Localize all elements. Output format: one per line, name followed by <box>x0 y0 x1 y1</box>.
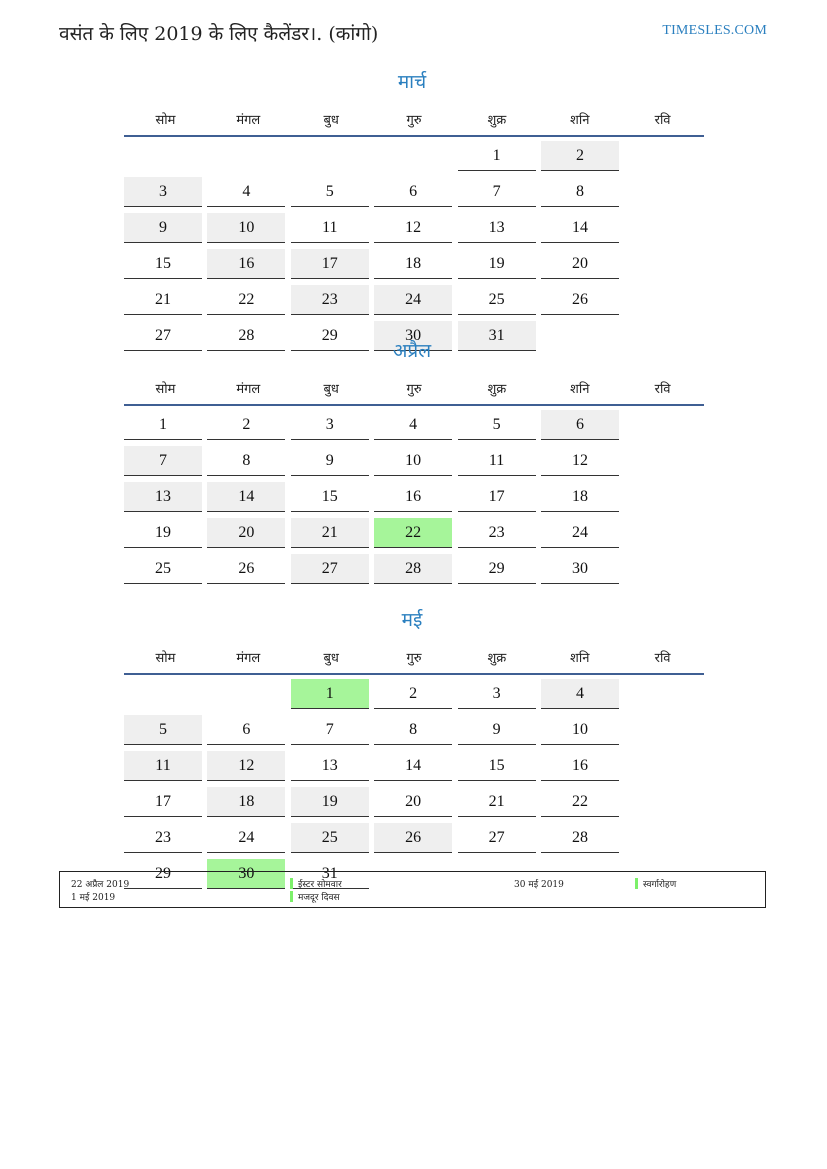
day-cell[interactable]: 23 <box>124 823 202 853</box>
day-cell[interactable]: 23 <box>291 285 369 315</box>
day-cell[interactable]: 2 <box>374 679 452 709</box>
day-cell[interactable]: 11 <box>124 751 202 781</box>
day-cell[interactable]: 22 <box>541 787 619 817</box>
day-cell[interactable]: 19 <box>458 249 536 279</box>
day-cell[interactable]: 5 <box>458 410 536 440</box>
weekday-label: शनि <box>570 113 590 128</box>
weekday-label: बुध <box>323 382 339 397</box>
day-cell[interactable]: 1 <box>458 141 536 171</box>
day-cell[interactable]: 5 <box>291 177 369 207</box>
day-cell[interactable]: 11 <box>458 446 536 476</box>
day-cell[interactable]: 16 <box>374 482 452 512</box>
day-cell[interactable]: 9 <box>458 715 536 745</box>
weekday-header-row <box>124 372 704 406</box>
day-cell[interactable]: 22 <box>207 285 285 315</box>
legend-marker <box>290 878 293 889</box>
day-cell[interactable]: 24 <box>207 823 285 853</box>
weekday-label: शुक्र <box>487 113 507 128</box>
weekday-label: मंगल <box>236 113 261 128</box>
day-grid <box>124 141 704 357</box>
month-name: मई <box>401 609 423 631</box>
day-cell[interactable]: 11 <box>291 213 369 243</box>
month-block <box>124 605 704 895</box>
day-cell[interactable]: 15 <box>291 482 369 512</box>
holiday-legend <box>59 871 766 908</box>
day-cell[interactable]: 28 <box>207 321 285 351</box>
day-cell[interactable]: 18 <box>541 482 619 512</box>
weekday-label: शुक्र <box>487 382 507 397</box>
weekday-label: शनि <box>570 651 590 666</box>
weekday-label: मंगल <box>236 382 261 397</box>
day-cell[interactable]: 27 <box>124 321 202 351</box>
day-cell[interactable]: 1 <box>124 410 202 440</box>
day-cell[interactable]: 16 <box>207 249 285 279</box>
weekday-label: सोम <box>155 651 176 666</box>
day-cell[interactable]: 2 <box>541 141 619 171</box>
weekday-header-row <box>124 103 704 137</box>
day-cell[interactable]: 12 <box>374 213 452 243</box>
day-cell[interactable]: 7 <box>458 177 536 207</box>
legend-marker <box>635 878 638 889</box>
page-title: वसंत के लिए 2019 के लिए कैलेंडर।. (कांगो) <box>59 23 379 45</box>
weekday-label: रवि <box>654 113 671 128</box>
day-cell[interactable]: 10 <box>207 213 285 243</box>
day-cell[interactable]: 28 <box>374 554 452 584</box>
day-cell[interactable]: 29 <box>458 554 536 584</box>
day-cell[interactable]: 7 <box>291 715 369 745</box>
day-cell[interactable]: 23 <box>458 518 536 548</box>
day-cell[interactable]: 3 <box>291 410 369 440</box>
day-cell[interactable]: 8 <box>374 715 452 745</box>
legend-name-labour-day: मजदूर दिवस <box>298 893 340 903</box>
empty-cell <box>207 679 285 709</box>
day-cell[interactable]: 19 <box>291 787 369 817</box>
day-cell[interactable]: 30 <box>374 321 452 351</box>
day-cell[interactable]: 14 <box>541 213 619 243</box>
day-cell[interactable]: 18 <box>207 787 285 817</box>
day-cell[interactable]: 27 <box>458 823 536 853</box>
day-cell[interactable]: 15 <box>124 249 202 279</box>
day-cell[interactable]: 4 <box>374 410 452 440</box>
day-cell[interactable]: 6 <box>207 715 285 745</box>
day-cell[interactable]: 20 <box>374 787 452 817</box>
day-cell[interactable]: 21 <box>458 787 536 817</box>
day-cell[interactable]: 3 <box>458 679 536 709</box>
day-cell[interactable]: 8 <box>541 177 619 207</box>
day-cell[interactable]: 21 <box>291 518 369 548</box>
day-cell[interactable]: 17 <box>458 482 536 512</box>
weekday-label: शनि <box>570 382 590 397</box>
legend-name-ascension: स्वर्गारोहण <box>643 880 677 890</box>
day-cell[interactable]: 13 <box>124 482 202 512</box>
empty-cell <box>207 141 285 171</box>
day-cell[interactable]: 6 <box>541 410 619 440</box>
day-cell[interactable]: 13 <box>458 213 536 243</box>
weekday-label: रवि <box>654 651 671 666</box>
legend-date-labour-day: 1 मई 2019 <box>71 893 116 903</box>
weekday-label: गुरु <box>406 651 422 666</box>
empty-cell <box>374 141 452 171</box>
day-cell[interactable]: 20 <box>541 249 619 279</box>
day-cell[interactable]: 12 <box>207 751 285 781</box>
day-cell[interactable]: 1 <box>291 679 369 709</box>
day-cell[interactable]: 26 <box>374 823 452 853</box>
day-cell[interactable]: 24 <box>541 518 619 548</box>
month-block <box>124 336 704 590</box>
day-cell[interactable]: 20 <box>207 518 285 548</box>
day-cell[interactable]: 29 <box>291 321 369 351</box>
empty-cell <box>124 679 202 709</box>
day-cell[interactable]: 17 <box>291 249 369 279</box>
weekday-label: सोम <box>155 113 176 128</box>
day-cell[interactable]: 22 <box>374 518 452 548</box>
day-cell[interactable]: 7 <box>124 446 202 476</box>
day-cell[interactable]: 25 <box>124 554 202 584</box>
day-cell[interactable]: 12 <box>541 446 619 476</box>
legend-date-ascension: 30 मई 2019 <box>514 880 564 890</box>
day-cell[interactable]: 8 <box>207 446 285 476</box>
day-cell[interactable]: 9 <box>291 446 369 476</box>
day-cell[interactable]: 26 <box>541 285 619 315</box>
weekday-label: बुध <box>323 651 339 666</box>
day-cell[interactable]: 31 <box>291 859 369 889</box>
legend-marker <box>290 891 293 902</box>
day-cell[interactable]: 3 <box>124 177 202 207</box>
day-cell[interactable]: 16 <box>541 751 619 781</box>
day-cell[interactable]: 21 <box>124 285 202 315</box>
weekday-label: रवि <box>654 382 671 397</box>
day-cell[interactable]: 13 <box>291 751 369 781</box>
weekday-label: बुध <box>323 113 339 128</box>
weekday-label: मंगल <box>236 651 261 666</box>
day-cell[interactable]: 15 <box>458 751 536 781</box>
day-cell[interactable]: 14 <box>207 482 285 512</box>
day-cell[interactable]: 5 <box>124 715 202 745</box>
empty-cell <box>124 141 202 171</box>
day-cell[interactable]: 10 <box>541 715 619 745</box>
day-cell[interactable]: 19 <box>124 518 202 548</box>
day-cell[interactable]: 30 <box>541 554 619 584</box>
day-cell[interactable]: 4 <box>207 177 285 207</box>
weekday-header-row <box>124 641 704 675</box>
legend-date-easter-monday: 22 अप्रैल 2019 <box>71 880 130 890</box>
day-cell[interactable]: 25 <box>458 285 536 315</box>
weekday-label: सोम <box>155 382 176 397</box>
day-cell[interactable]: 30 <box>207 859 285 889</box>
day-cell[interactable]: 2 <box>207 410 285 440</box>
day-cell[interactable]: 4 <box>541 679 619 709</box>
day-cell[interactable]: 28 <box>541 823 619 853</box>
day-cell[interactable]: 25 <box>291 823 369 853</box>
legend-name-easter-monday: ईस्टर सोमवार <box>298 880 342 890</box>
day-grid <box>124 410 704 590</box>
empty-cell <box>291 141 369 171</box>
weekday-label: शुक्र <box>487 651 507 666</box>
month-name: अप्रैल <box>392 340 432 362</box>
day-cell[interactable]: 31 <box>458 321 536 351</box>
day-cell[interactable]: 14 <box>374 751 452 781</box>
weekday-label: गुरु <box>406 382 422 397</box>
day-cell[interactable]: 9 <box>124 213 202 243</box>
day-cell[interactable]: 10 <box>374 446 452 476</box>
month-block <box>124 67 704 357</box>
day-cell[interactable]: 27 <box>291 554 369 584</box>
day-cell[interactable]: 17 <box>124 787 202 817</box>
day-cell[interactable]: 24 <box>374 285 452 315</box>
day-cell[interactable]: 26 <box>207 554 285 584</box>
day-cell[interactable]: 29 <box>124 859 202 889</box>
day-cell[interactable]: 6 <box>374 177 452 207</box>
weekday-label: गुरु <box>406 113 422 128</box>
month-name: मार्च <box>397 71 427 93</box>
day-grid <box>124 679 704 895</box>
day-cell[interactable]: 18 <box>374 249 452 279</box>
brand-link[interactable]: TIMESLES.COM <box>662 23 767 38</box>
